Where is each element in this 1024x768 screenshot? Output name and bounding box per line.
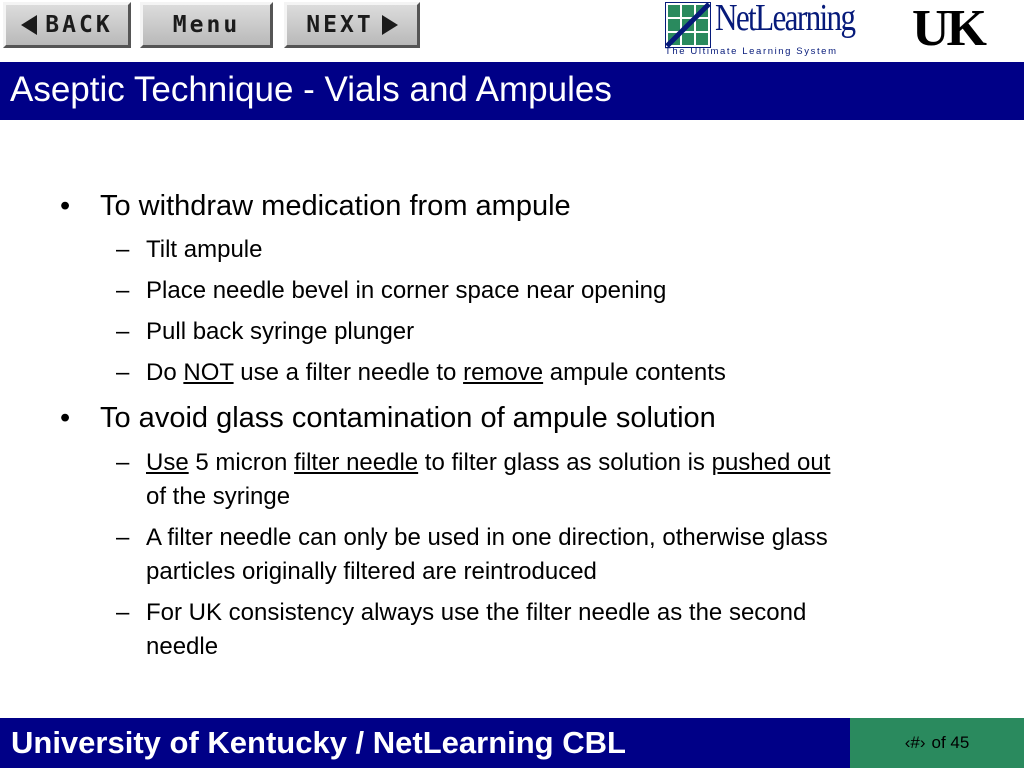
netlearning-tagline: The Ultimate Learning System	[665, 46, 838, 57]
menu-button[interactable]	[140, 2, 273, 48]
bullet-2-sub-2-cont: particles originally filtered are reintroduced	[146, 558, 597, 585]
footer-bar	[0, 718, 850, 768]
next-button[interactable]	[284, 2, 420, 48]
bullet-1: To withdraw medication from ampule	[100, 190, 571, 222]
underlined-text: remove	[463, 359, 544, 386]
bullet-2-sub-3: For UK consistency always use the filter needle as the second	[146, 599, 807, 626]
underlined-text: filter needle	[294, 449, 419, 476]
dash-marker: –	[116, 359, 130, 386]
underlined-text: pushed out	[711, 449, 831, 476]
bullet-2: To avoid glass contamination of ampule solution	[100, 402, 716, 434]
underlined-text: NOT	[183, 359, 234, 386]
bullet-2-sub-1-cont: of the syringe	[146, 483, 291, 510]
bullet-2-sub-1	[146, 449, 830, 477]
text-run: to filter glass as solution is	[418, 449, 712, 476]
footer-text: University of Kentucky / NetLearning CBL	[11, 725, 626, 760]
text-run: ampule contents	[543, 359, 726, 386]
arrow-right-icon	[382, 15, 398, 35]
bullet-marker: •	[60, 190, 71, 222]
next-button-label: NEXT	[306, 12, 374, 38]
back-button[interactable]	[3, 2, 131, 48]
dash-marker: –	[116, 318, 130, 345]
bullet-1-sub-2: Place needle bevel in corner space near opening	[146, 277, 667, 304]
underlined-text: Use	[146, 449, 189, 476]
title-bar	[0, 62, 1024, 120]
netlearning-logo	[665, 0, 875, 60]
bullet-1-sub-4	[146, 359, 726, 387]
bullet-2-sub-3-cont: needle	[146, 633, 219, 660]
dash-marker: –	[116, 277, 130, 304]
arrow-left-icon	[21, 15, 37, 35]
netlearning-name: NetLearning	[715, 0, 855, 39]
dash-marker: –	[116, 449, 130, 476]
back-button-label: BACK	[45, 12, 113, 38]
dash-marker: –	[116, 524, 130, 551]
text-run: use a filter needle to	[233, 359, 464, 386]
bullet-marker: •	[60, 402, 71, 434]
slide-title: Aseptic Technique - Vials and Ampules	[10, 70, 612, 109]
grid-icon	[665, 2, 711, 48]
dash-marker: –	[116, 599, 130, 626]
dash-marker: –	[116, 236, 130, 263]
bullet-1-sub-1: Tilt ampule	[146, 236, 263, 263]
bullet-1-sub-3: Pull back syringe plunger	[146, 318, 415, 345]
text-run: Do	[146, 359, 184, 386]
page-number-box	[850, 718, 1024, 768]
uk-logo: UK	[912, 0, 984, 57]
menu-button-label: Menu	[172, 12, 241, 38]
text-run: 5 micron	[188, 449, 295, 476]
page-total: of 45	[931, 733, 970, 752]
bullet-2-sub-2: A filter needle can only be used in one direction, otherwise glass	[146, 524, 828, 551]
page-current: ‹#›	[904, 733, 926, 752]
